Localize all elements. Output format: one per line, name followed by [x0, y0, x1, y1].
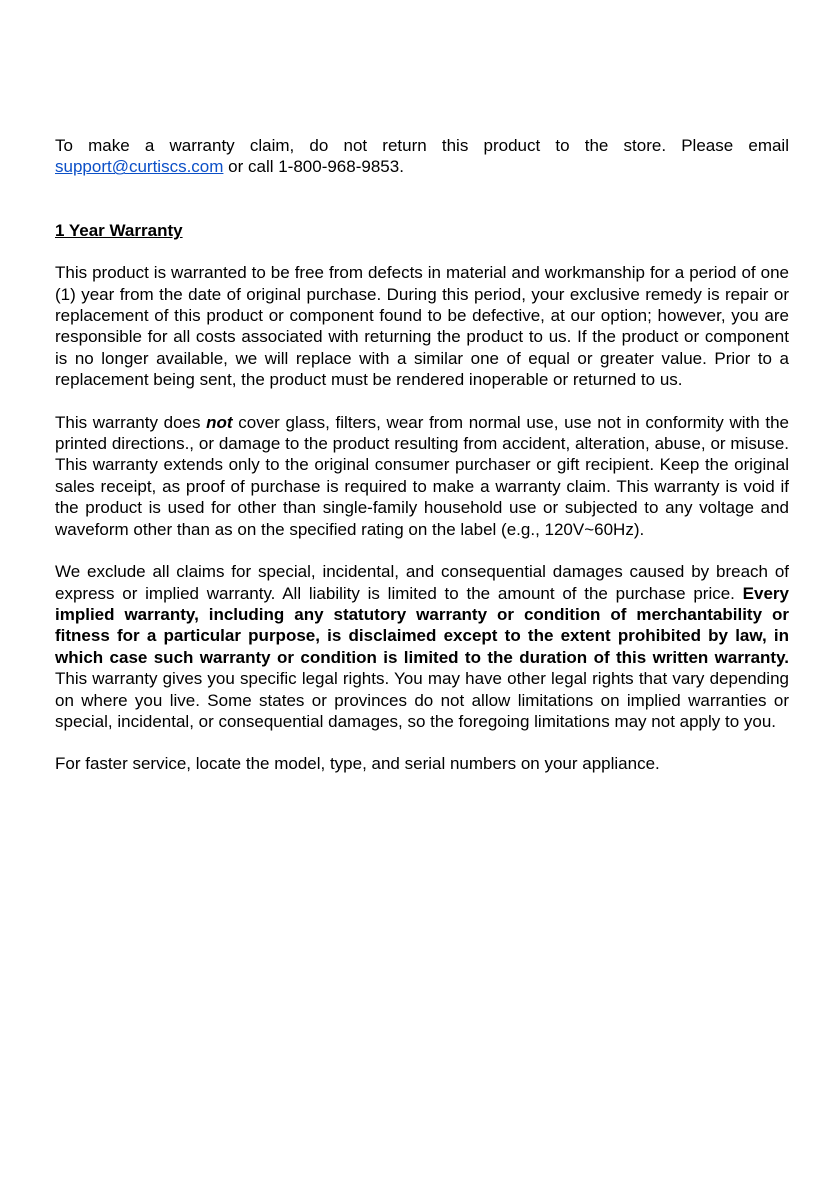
liability-disclaimer-text: Every implied warranty, including any statutory warranty or condition of merchantability or fitness for a particular purpose, is disclaimed except to the extent prohibited by law, in which case such warranty or condition is limited to the duration of this written warranty. — [55, 583, 789, 667]
liability-tail-text: This warranty gives you specific legal rights. You may have other legal rights that vary depending on where you live. Some states or provinces do not allow limitations on implied warranties or special, incidental, or consequential damages, so the foregoing limitations may not apply to you. — [55, 669, 789, 731]
warranty-exclusions-paragraph — [55, 412, 789, 540]
support-email-link[interactable]: support@curtiscs.com — [55, 157, 224, 177]
exclusions-lead-text: This warranty does — [55, 412, 207, 432]
warranty-document — [55, 135, 789, 775]
warranty-coverage-paragraph: This product is warranted to be free from defects in material and workmanship for a period of one (1) year from the date of original purchase. During this period, your exclusive remedy is repair or replacement of this product or component found to be defective, at our option; however, you are responsible for all costs associated with returning the product to us. If the product or component is no longer available, we will replace with a similar one of equal or greater value. Prior to a replacement being sent, the product must be rendered inoperable or returned to us. — [55, 263, 789, 390]
liability-lead-text: We exclude all claims for special, incidental, and consequential damages caused by breach of express or implied warranty. All liability is limited to the amount of the purchase price. — [55, 562, 789, 603]
exclusions-emphasis-text: not — [206, 412, 233, 432]
intro-tail-text: or call 1-800-968-9853. — [223, 157, 404, 177]
intro-lead-text: To make a warranty claim, do not return this product to the store. Please email — [55, 136, 789, 155]
warranty-claim-instructions — [55, 135, 789, 178]
warranty-liability-paragraph — [55, 561, 789, 732]
faster-service-paragraph: For faster service, locate the model, type, and serial numbers on your appliance. — [55, 754, 660, 774]
warranty-heading: 1 Year Warranty — [55, 220, 183, 240]
exclusions-tail-text: cover glass, filters, wear from normal use, use not in conformity with the printed directions., or damage to the product resulting from accident, alteration, abuse, or misuse. This warranty extends only to the original consumer purchaser or gift recipient. Keep the original sales receipt, as proof of purchase is required to make a warranty claim. This warranty is void if the product is used for other than single-family household use or subjected to any voltage and waveform other than as on the specified rating on the label (e.g., 120V~60Hz). — [55, 412, 789, 539]
